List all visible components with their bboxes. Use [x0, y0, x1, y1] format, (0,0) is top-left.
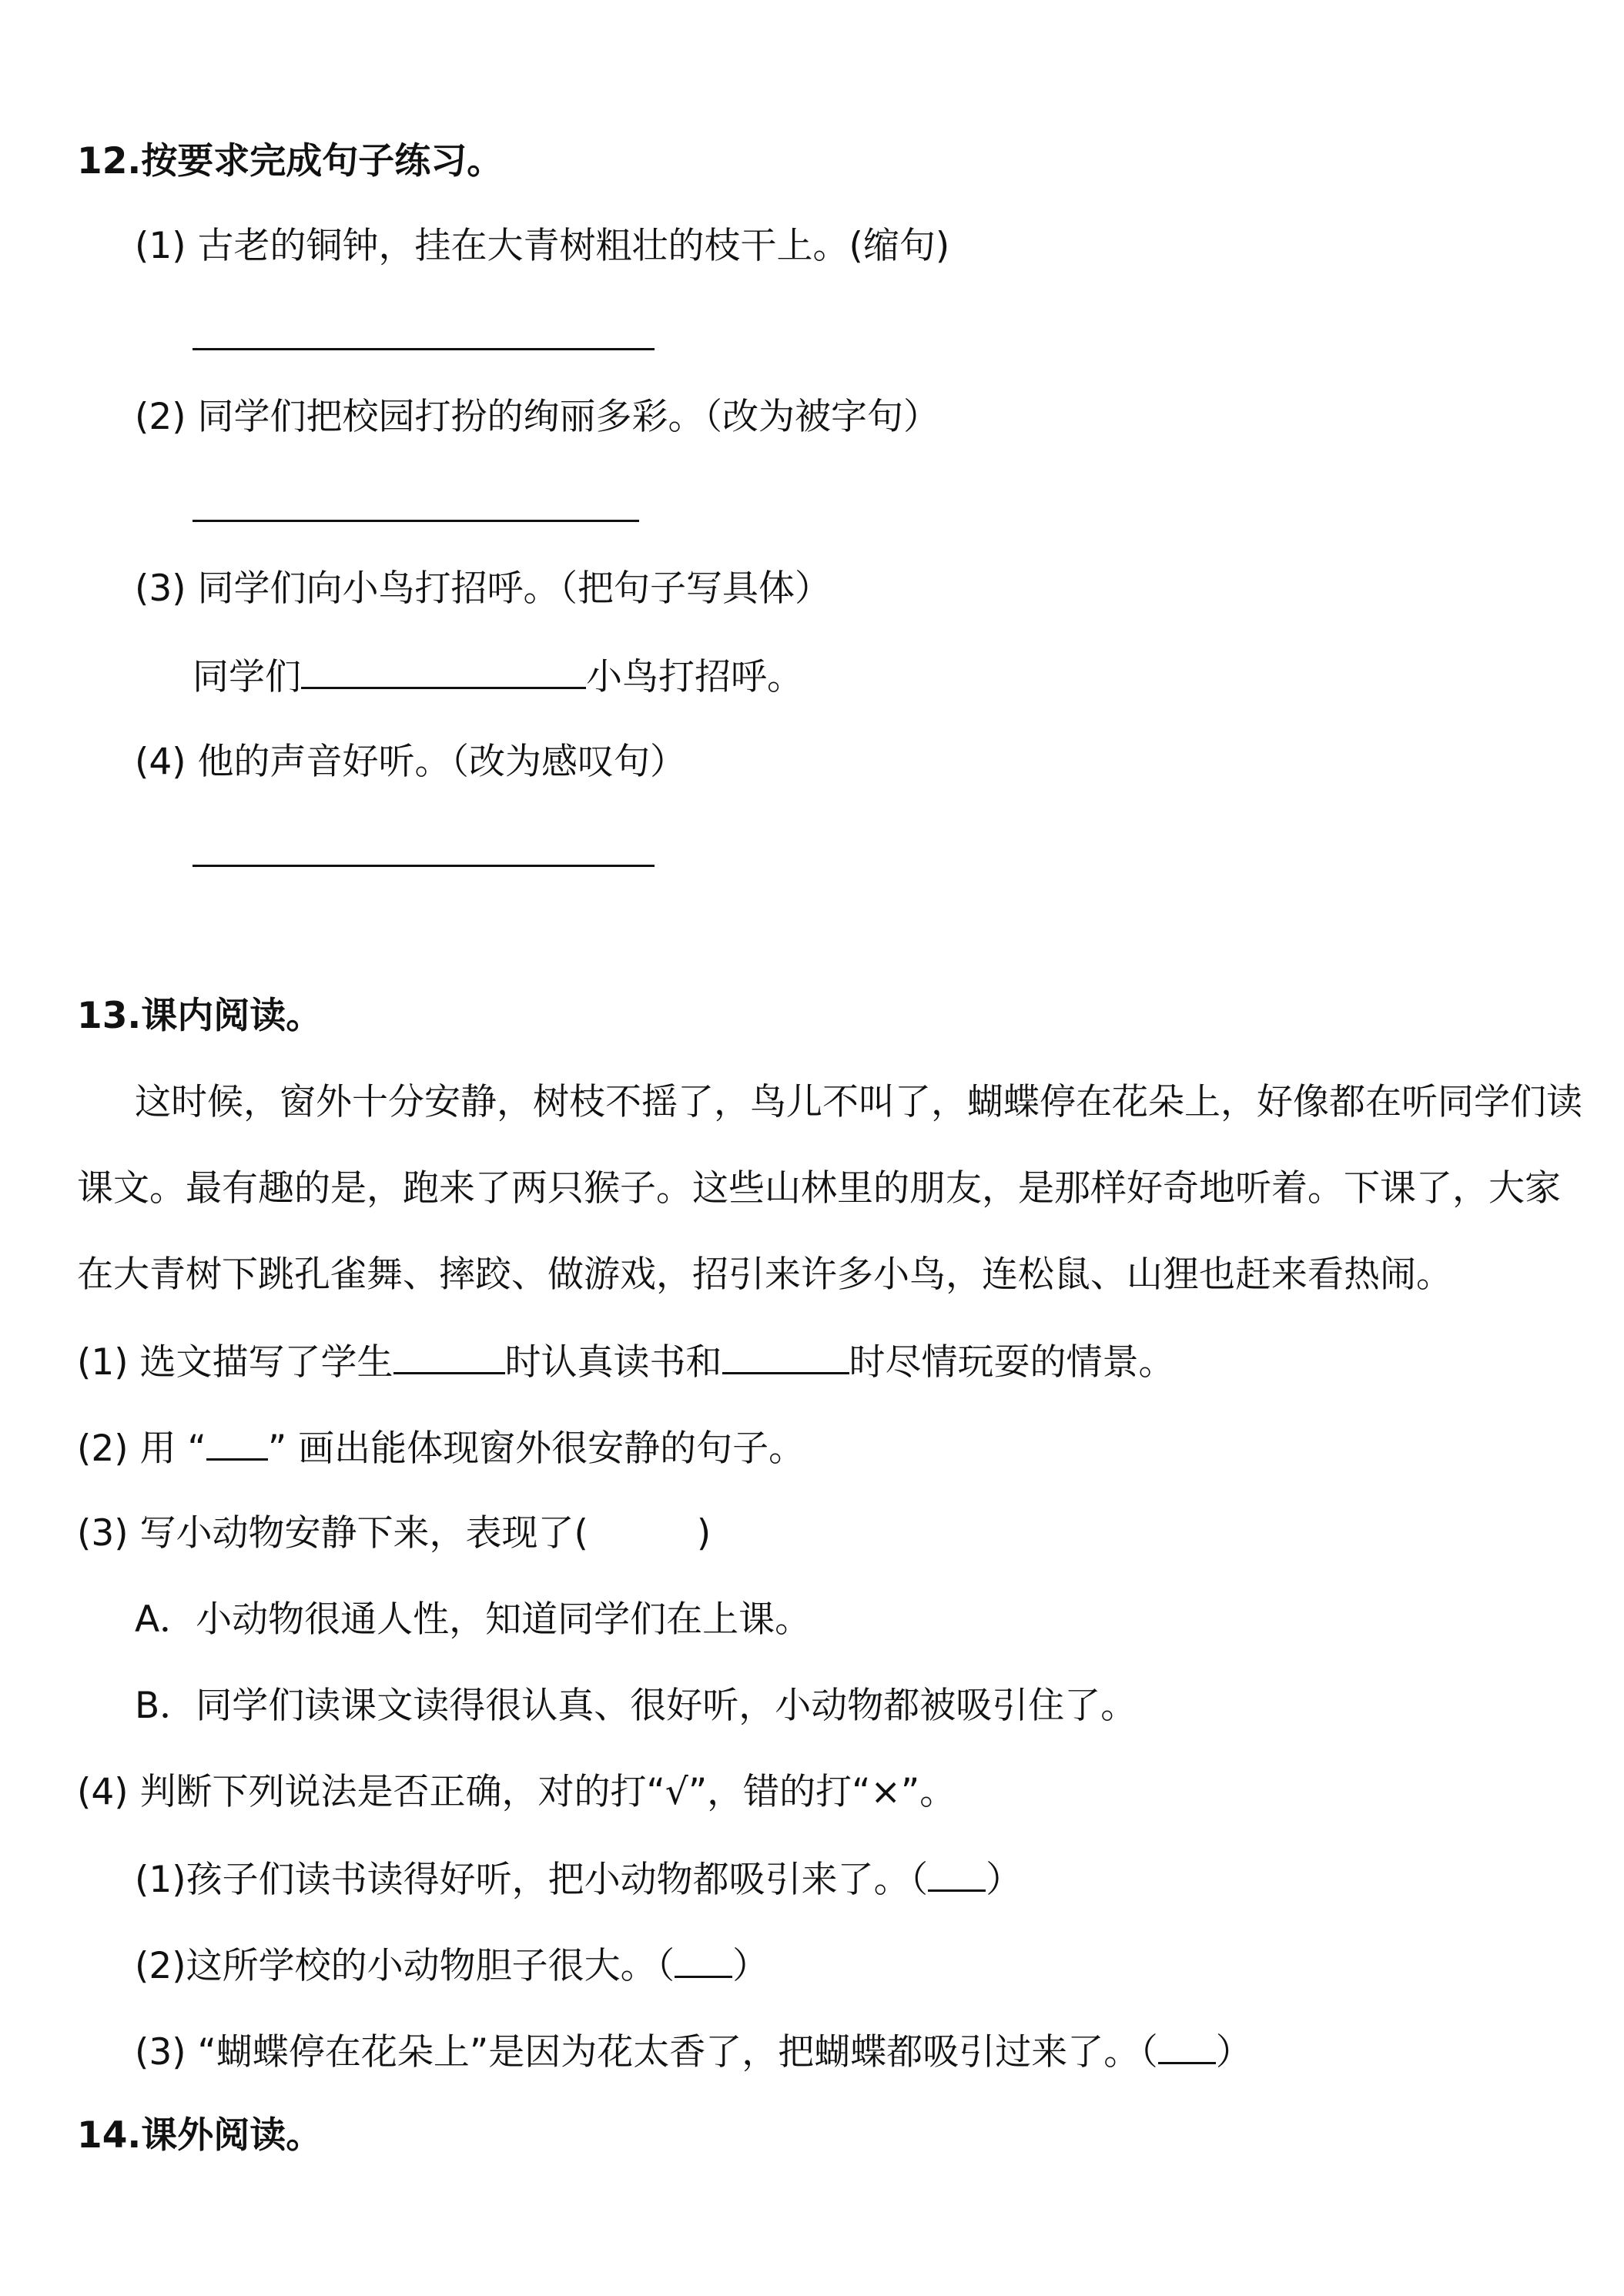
q12-item-4-answer-line[interactable]	[193, 865, 655, 867]
q13-passage-line-1: 这时候，窗外十分安静，树枝不摇了，鸟儿不叫了，蝴蝶停在花朵上，好像都在听同学们读	[135, 1081, 1582, 1123]
q13-passage-line-2: 课文。最有趣的是，跑来了两只猴子。这些山林里的朋友，是那样好奇地听着。下课了，大家	[77, 1167, 1561, 1210]
q13-judgement-2-blank[interactable]	[675, 1942, 732, 1978]
q13-title: 13.课内阅读。	[77, 995, 323, 1037]
q13-judgement-2-close: ）	[732, 1945, 769, 1987]
q13-sub2-underline-sample	[206, 1424, 268, 1461]
q13-passage-line-3: 在大青树下跳孔雀舞、摔跤、做游戏，招引来许多小鸟，连松鼠、山狸也赶来看热闹。	[77, 1253, 1452, 1296]
q13-sub1-part-b: 时认真读书和	[504, 1341, 722, 1384]
q12-item-4: (4) 他的声音好听。（改为感叹句）	[135, 741, 687, 783]
q12-item-2: (2) 同学们把校园打扮的绚丽多彩。（改为被字句）	[135, 396, 940, 438]
q13-judgement-3-blank[interactable]	[1158, 2028, 1216, 2064]
q12-item-3-blank[interactable]	[301, 653, 586, 689]
q12-item-1-answer-line[interactable]	[193, 348, 655, 350]
q13-judgement-2	[135, 1942, 768, 1990]
q13-sub3: (3) 写小动物安静下来，表现了( )	[77, 1512, 712, 1555]
q13-judgement-2-text: (2)这所学校的小动物胆子很大。（	[135, 1945, 675, 1987]
q13-judgement-3-close: ）	[1215, 2031, 1252, 2073]
q13-judgement-1	[135, 1856, 1022, 1903]
q12-item-2-answer-line[interactable]	[193, 520, 639, 522]
q13-option-a[interactable]: A．小动物很通人性，知道同学们在上课。	[135, 1598, 812, 1641]
q12-item-3: (3) 同学们向小鸟打招呼。（把句子写具体）	[135, 567, 832, 610]
q13-sub4: (4) 判断下列说法是否正确，对的打“√”，错的打“×”。	[77, 1771, 956, 1813]
q13-option-b[interactable]: B．同学们读课文读得很认真、很好听，小动物都被吸引住了。	[135, 1685, 1137, 1727]
q13-sub1-part-c: 时尽情玩耍的情景。	[849, 1341, 1175, 1384]
q13-judgement-1-close: ）	[986, 1859, 1023, 1901]
q13-sub1-part-a: (1) 选文描写了学生	[77, 1341, 393, 1384]
q12-item-1: (1) 古老的铜钟，挂在大青树粗壮的枝干上。(缩句)	[135, 225, 950, 267]
q13-sub1-blank-2[interactable]	[722, 1338, 849, 1374]
q12-item-3-fill-sentence	[193, 653, 803, 701]
q12-title: 12.按要求完成句子练习。	[77, 140, 504, 182]
q13-sub1-blank-1[interactable]	[393, 1338, 505, 1374]
q13-judgement-3-text: (3) “蝴蝶停在花朵上”是因为花太香了，把蝴蝶都吸引过来了。（	[135, 2031, 1158, 2073]
q13-sub2-part-a: (2) 用 “	[77, 1427, 206, 1470]
q12-item-3-fill-after: 小鸟打招呼。	[586, 656, 803, 698]
q14-title: 14.课外阅读。	[77, 2114, 323, 2157]
q13-sub1	[77, 1338, 1175, 1386]
q12-item-3-fill-before: 同学们	[193, 656, 301, 698]
q13-sub2	[77, 1424, 805, 1472]
q13-sub2-part-b: ” 画出能体现窗外很安静的句子。	[267, 1427, 805, 1470]
q13-judgement-1-text: (1)孩子们读书读得好听，把小动物都吸引来了。（	[135, 1859, 929, 1901]
q13-judgement-3	[135, 2028, 1252, 2076]
q13-judgement-1-blank[interactable]	[928, 1856, 986, 1892]
